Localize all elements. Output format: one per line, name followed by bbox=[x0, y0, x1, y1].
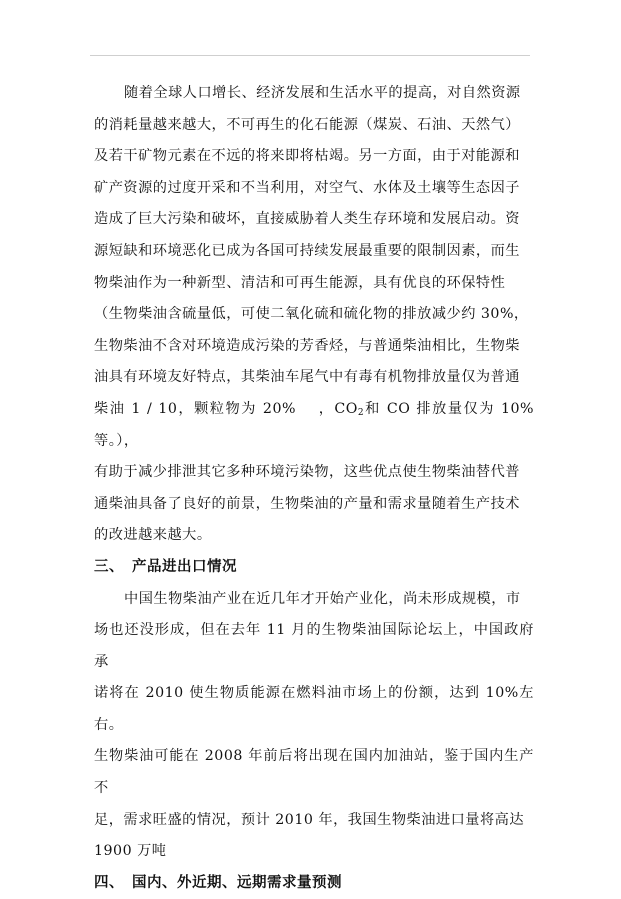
paragraph-import-export bbox=[94, 584, 534, 868]
section-title: 产品进出口情况 bbox=[132, 558, 237, 575]
section-heading-import-export bbox=[94, 552, 534, 584]
section-number: 四、 bbox=[94, 874, 124, 891]
text-line: 及若干矿物元素在不远的将来即将枯竭。另一方面，由于对能源和 bbox=[94, 148, 520, 165]
text-line: 矿产资源的过度开采和不当利用，对空气、水体及土壤等生态因子 bbox=[94, 179, 520, 196]
text-line: 场也还没形成，但在去年 11 月的生物柴油国际论坛上，中国政府承 bbox=[94, 622, 534, 670]
text-line: 源短缺和环境恶化已成为各国可持续发展最重要的限制因素，而生 bbox=[94, 242, 520, 259]
text-line: 物柴油作为一种新型、清洁和可再生能源，具有优良的环保特性 bbox=[94, 274, 506, 291]
text-line: 造成了巨大污染和破坏，直接威胁着人类生存环境和发展启动。资 bbox=[94, 211, 520, 228]
text-line: 中国生物柴油产业在近几年才开始产业化，尚未形成规模，市 bbox=[124, 590, 521, 607]
header-rule bbox=[90, 55, 530, 56]
section-heading-demand-forecast bbox=[94, 868, 534, 899]
text-line: 有助于减少排泄其它多种环境污染物，这些优点使生物柴油替代普 bbox=[94, 464, 520, 481]
section-title: 国内、外近期、远期需求量预测 bbox=[132, 874, 342, 891]
text-line: 通柴油具备了良好的前景，生物柴油的产量和需求量随着生产技术 bbox=[94, 495, 520, 512]
paragraph-resources-environment bbox=[94, 78, 534, 552]
subscript: 2 bbox=[357, 407, 365, 418]
text-line: 的消耗量越来越大，不可再生的化石能源（煤炭、石油、天然气） bbox=[94, 116, 520, 133]
text-line: 生物柴油可能在 2008 年前后将出现在国内加油站，鉴于国内生产不 bbox=[94, 748, 534, 797]
text-line: 1900 万吨 bbox=[94, 843, 167, 860]
text-line: 油具有环境友好特点，其柴油车尾气中有毒有机物排放量仅为普通 bbox=[94, 369, 520, 386]
text-line: 随着全球人口增长、经济发展和生活水平的提高，对自然资源 bbox=[124, 85, 521, 101]
text-line: 生物柴油不含对环境造成污染的芳香烃，与普通柴油相比，生物柴 bbox=[94, 337, 520, 354]
text-line: （生物柴油含硫量低，可使二氧化硫和硫化物的排放减少约 30%， bbox=[94, 306, 529, 323]
document-body bbox=[94, 78, 534, 899]
section-number: 三、 bbox=[94, 558, 124, 575]
text-line: 足，需求旺盛的情况，预计 2010 年，我国生物柴油进口量将高达 bbox=[94, 811, 525, 828]
text-line: 诺将在 2010 使生物质能源在燃料油市场上的份额，达到 10%左右。 bbox=[94, 685, 534, 733]
text-line: 的改进越来越大。 bbox=[94, 527, 212, 544]
text-line: 和 CO 排放量仅为 10%等。）， bbox=[94, 400, 534, 449]
text-line: 柴油 1 / 10，颗粒物为 20% ，CO bbox=[94, 400, 358, 417]
